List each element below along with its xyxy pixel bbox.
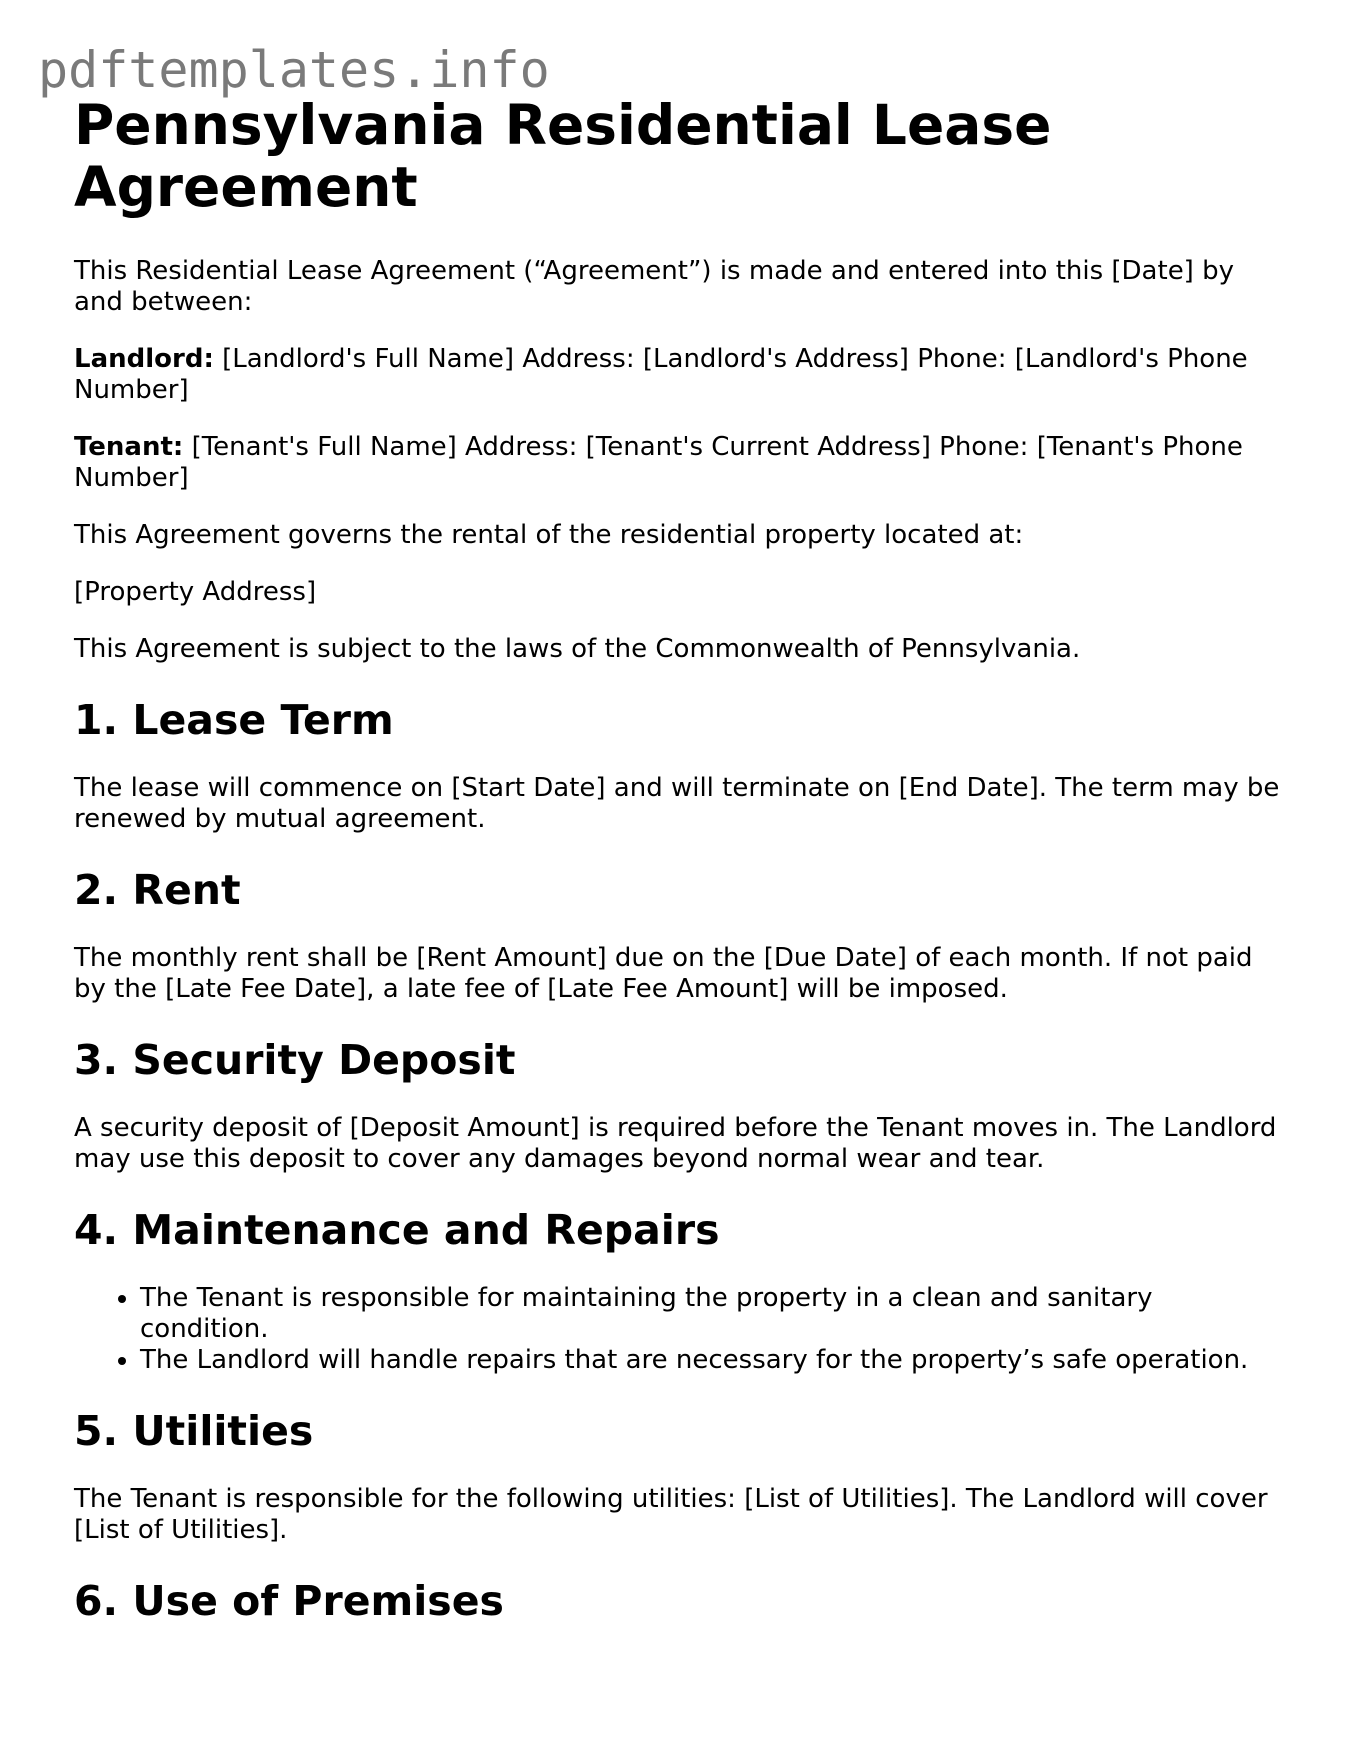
section-body-security-deposit: A security deposit of [Deposit Amount] is required before the Tenant moves in. The Landlord may use this deposit to cover any damages beyond normal wear and tear.	[74, 1113, 1277, 1174]
landlord-label: Landlord:	[74, 344, 214, 374]
section-heading-security-deposit: 3. Security Deposit	[74, 1036, 516, 1084]
property-address: [Property Address]	[74, 577, 317, 607]
tenant-label: Tenant:	[74, 432, 184, 462]
list-item: • The Tenant is responsible for maintaining the property in a clean and sanitary condition.	[140, 1283, 1289, 1345]
tenant-details: [Tenant's Full Name] Address: [Tenant's Current Address] Phone: [Tenant's Phone Number]	[74, 432, 1243, 493]
section-heading-rent: 2. Rent	[74, 866, 241, 914]
section-heading-utilities: 5. Utilities	[74, 1407, 314, 1455]
watermark: pdftemplates.info	[38, 41, 550, 99]
governs-paragraph: This Agreement governs the rental of the residential property located at:	[74, 520, 1024, 550]
section-heading-use-of-premises: 6. Use of Premises	[74, 1577, 504, 1625]
landlord-details: [Landlord's Full Name] Address: [Landlord's Address] Phone: [Landlord's Phone Number]	[74, 344, 1248, 405]
section-body-lease-term: The lease will commence on [Start Date] and will terminate on [End Date]. The term may be renewed by mutual agreement.	[74, 773, 1280, 834]
tenant-paragraph	[74, 432, 1289, 494]
section-heading-lease-term: 1. Lease Term	[74, 696, 394, 744]
section-body-utilities: The Tenant is responsible for the following utilities: [List of Utilities]. The Landlord will cover [List of Utilities].	[74, 1484, 1268, 1545]
landlord-paragraph	[74, 344, 1289, 406]
document-page	[74, 94, 1289, 1654]
section-heading-maintenance: 4. Maintenance and Repairs	[74, 1206, 720, 1254]
list-item: • The Landlord will handle repairs that are necessary for the property’s safe operation.	[140, 1345, 1289, 1376]
laws-paragraph: This Agreement is subject to the laws of the Commonwealth of Pennsylvania.	[74, 634, 1081, 664]
document-title: Pennsylvania Residential Lease Agreement	[74, 93, 1052, 219]
maintenance-list	[74, 1283, 1289, 1376]
section-body-rent: The monthly rent shall be [Rent Amount] due on the [Due Date] of each month. If not paid by the [Late Fee Date], a late fee of [Late Fee Amount] will be imposed.	[74, 943, 1253, 1004]
intro-paragraph: This Residential Lease Agreement (“Agreement”) is made and entered into this [Date] by and between:	[74, 256, 1234, 317]
